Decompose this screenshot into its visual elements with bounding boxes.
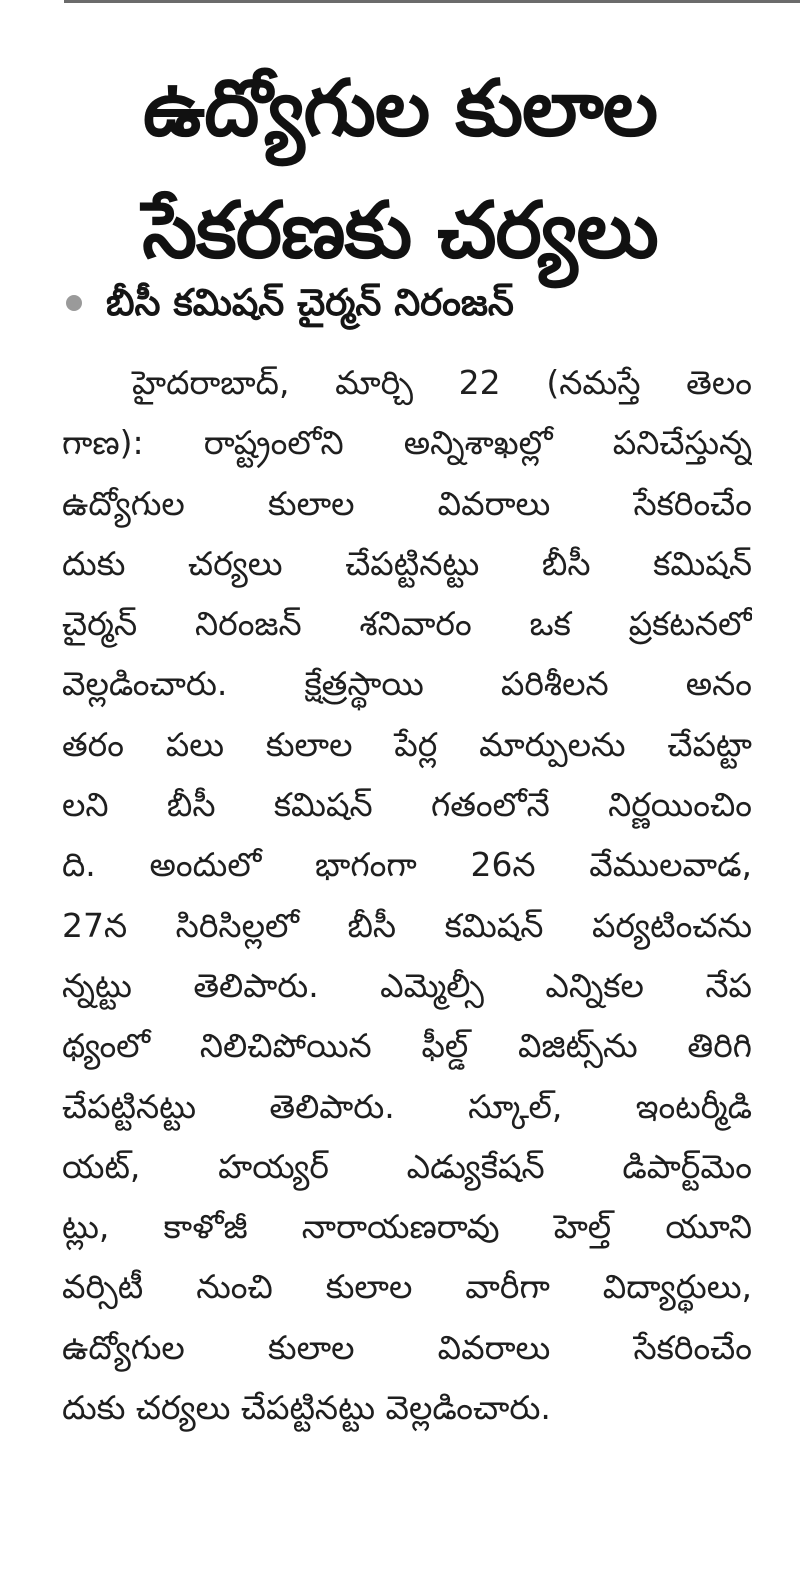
headline-line-1: ఉద్యోగుల కులాల: [142, 64, 658, 154]
body-line: న్నట్టు తెలిపారు. ఎమ్మెల్సీ ఎన్నికల నేప: [62, 965, 752, 1005]
headline: [0, 48, 800, 292]
body-line: ఉద్యోగుల కులాల వివరాలు సేకరించేం: [62, 483, 752, 523]
body-line: ఉద్యోగుల కులాల వివరాలు సేకరించేం: [62, 1327, 752, 1367]
body-line: చైర్మన్ నిరంజన్ శనివారం ఒక ప్రకటనలో: [62, 604, 752, 644]
body-line: గాణ): రాష్ట్రంలోని అన్నిశాఖల్లో పనిచేస్తున్న: [62, 423, 752, 463]
body-line: దుకు చర్యలు చేపట్టినట్టు వెల్లడించారు.: [62, 1388, 551, 1428]
subheading: [62, 278, 782, 328]
body-line: తరం పలు కులాల పేర్ల మార్పులను చేపట్టా: [62, 724, 752, 764]
body-line: దుకు చర్యలు చేపట్టినట్టు బీసీ కమిషన్: [62, 543, 752, 583]
bullet-icon: [66, 295, 82, 311]
body-line: చేపట్టినట్టు తెలిపారు. స్కూల్, ఇంటర్మీడి: [62, 1086, 752, 1126]
body-line: ట్లు, కాళోజీ నారాయణరావు హెల్త్ యూని: [62, 1207, 752, 1247]
body-line: హైదరాబాద్, మార్చి 22 (నమస్తే తెలం: [132, 363, 752, 402]
body-line: థ్యంలో నిలిచిపోయిన ఫీల్డ్ విజిట్స్‌ను తిరిగి: [62, 1026, 752, 1066]
body-line: యట్, హయ్యర్ ఎడ్యుకేషన్ డిపార్ట్‌మెం: [62, 1146, 752, 1186]
body-line: ది. అందులో భాగంగా 26న వేములవాడ,: [62, 845, 752, 885]
body-line: వెల్లడించారు. క్షేత్రస్థాయి పరిశీలన అనం: [62, 664, 752, 704]
subheading-text: బీసీ కమిషన్ చైర్మన్ నిరంజన్: [106, 281, 514, 324]
article-body: [62, 353, 752, 1438]
top-rule: [64, 0, 800, 3]
body-line: వర్సిటీ నుంచి కులాల వారీగా విద్యార్థులు,: [62, 1267, 752, 1307]
body-line: లని బీసీ కమిషన్ గతంలోనే నిర్ణయించిం: [62, 785, 752, 825]
body-line: 27న సిరిసిల్లలో బీసీ కమిషన్ పర్యటించను: [62, 905, 752, 945]
headline-line-2: సేకరణకు చర్యలు: [142, 186, 658, 276]
